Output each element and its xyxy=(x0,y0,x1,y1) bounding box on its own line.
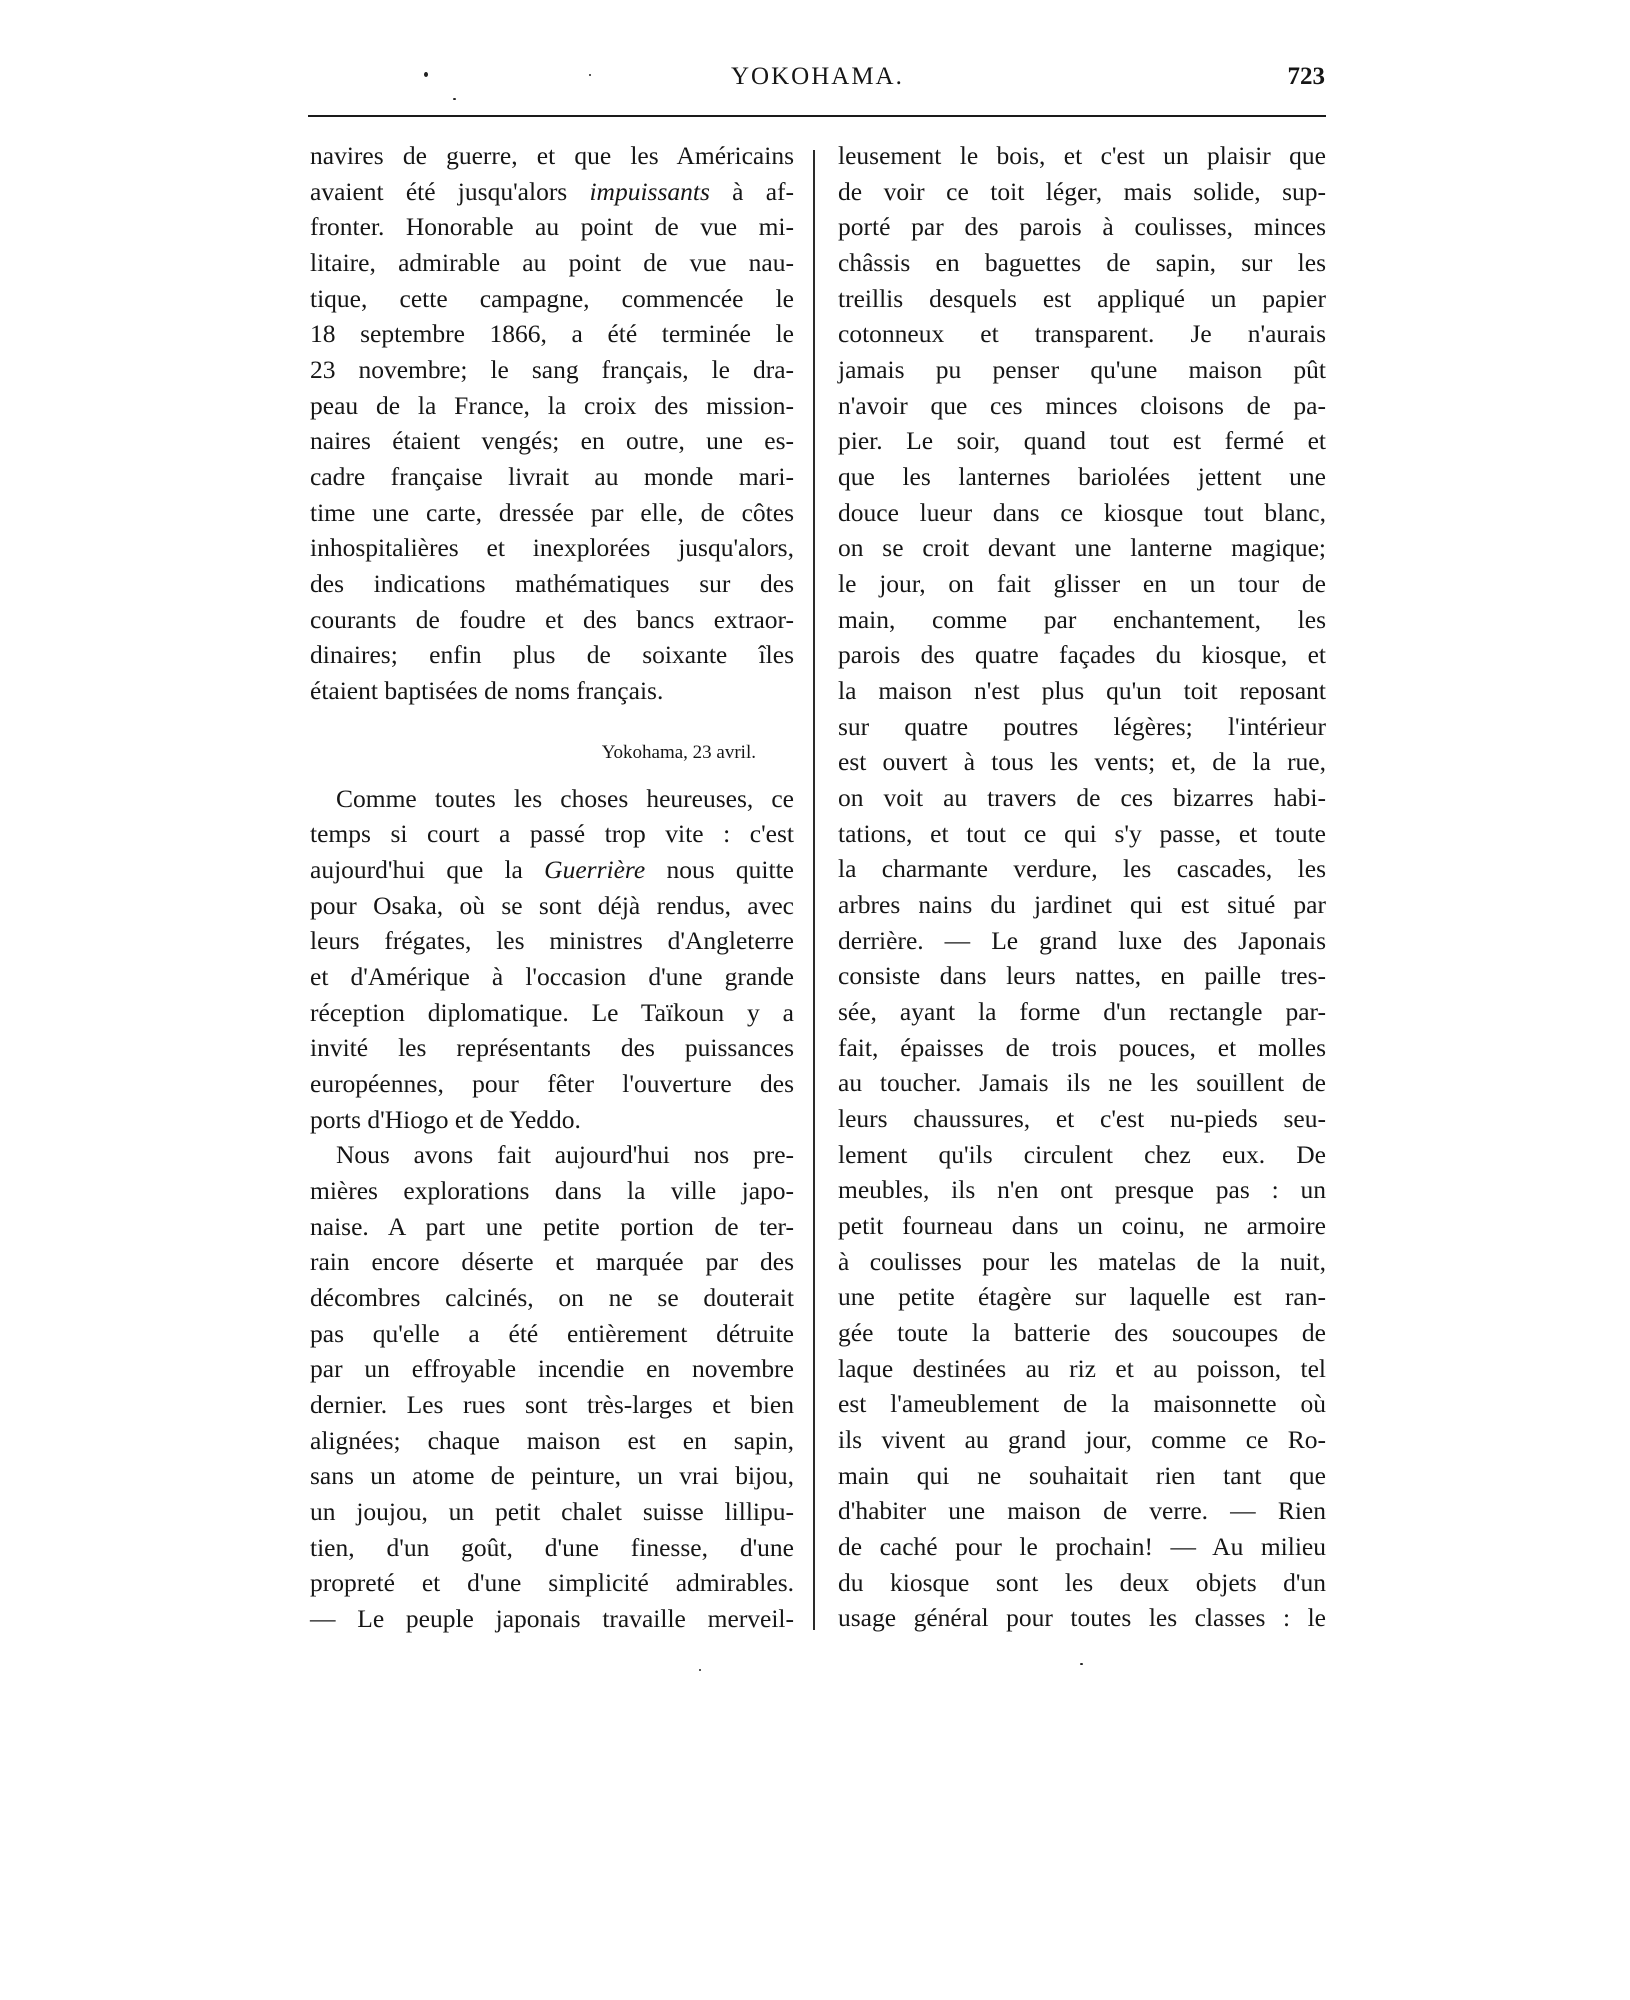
text-line: du kiosque sont les deux objets d'un xyxy=(838,1568,1326,1597)
text-line: ports d'Hiogo et de Yeddo. xyxy=(310,1105,581,1134)
italic-word: Guerrière xyxy=(544,855,646,884)
text-line: tien, d'un goût, d'une finesse, d'une xyxy=(310,1533,794,1562)
text-line: invité les représentants des puissances xyxy=(310,1033,794,1062)
text-line: temps si court a passé trop vite : c'est xyxy=(310,819,794,848)
text-line: naise. A part une petite portion de ter- xyxy=(310,1212,794,1241)
text-line: par un effroyable incendie en novembre xyxy=(310,1354,794,1383)
text-line: on se croit devant une lanterne magique; xyxy=(838,533,1326,562)
text-span: avaient été jusqu'alors xyxy=(310,177,590,206)
text-line: est ouvert à tous les vents; et, de la rue, xyxy=(838,747,1326,776)
text-line xyxy=(310,852,794,888)
text-line: la charmante verdure, les cascades, les xyxy=(838,854,1326,883)
text-line: jamais pu penser qu'une maison pût xyxy=(838,355,1326,384)
text-line: de caché pour le prochain! — Au milieu xyxy=(838,1532,1326,1561)
text-line: derrière. — Le grand luxe des Japonais xyxy=(838,926,1326,955)
text-line: treillis desquels est appliqué un papier xyxy=(838,284,1326,313)
text-line: dinaires; enfin plus de soixante îles xyxy=(310,640,794,669)
text-line: arbres nains du jardinet qui est situé par xyxy=(838,890,1326,919)
text-line: sans un atome de peinture, un vrai bijou, xyxy=(310,1461,794,1490)
text-line: dernier. Les rues sont très-larges et bien xyxy=(310,1390,794,1419)
text-line: pas qu'elle a été entièrement détruite xyxy=(310,1319,794,1348)
text-line: leurs frégates, les ministres d'Angleterre xyxy=(310,926,794,955)
page-number: 723 xyxy=(1287,63,1325,90)
text-line: usage général pour toutes les classes : le xyxy=(838,1603,1326,1632)
text-line: mières explorations dans la ville japo- xyxy=(310,1176,794,1205)
text-line: leurs chaussures, et c'est nu-pieds seu- xyxy=(838,1104,1326,1133)
text-line: parois des quatre façades du kiosque, et xyxy=(838,640,1326,669)
text-line: et d'Amérique à l'occasion d'une grande xyxy=(310,962,794,991)
text-line: main, comme par enchantement, les xyxy=(838,605,1326,634)
text-line: d'habiter une maison de verre. — Rien xyxy=(838,1496,1326,1525)
text-line: pour Osaka, où se sont déjà rendus, avec xyxy=(310,891,794,920)
text-line: pier. Le soir, quand tout est fermé et xyxy=(838,426,1326,455)
text-line: time une carte, dressée par elle, de côtes xyxy=(310,498,794,527)
header-rule xyxy=(308,115,1326,117)
text-line: la maison n'est plus qu'un toit reposant xyxy=(838,676,1326,705)
text-line: alignées; chaque maison est en sapin, xyxy=(310,1426,794,1455)
text-line: fronter. Honorable au point de vue mi- xyxy=(310,212,794,241)
text-line: étaient baptisées de noms français. xyxy=(310,676,664,705)
text-line: — Le peuple japonais travaille merveil- xyxy=(310,1604,794,1633)
text-line: sée, ayant la forme d'un rectangle par- xyxy=(838,997,1326,1026)
text-line: tique, cette campagne, commencée le xyxy=(310,284,794,313)
text-line: naires étaient vengés; en outre, une es- xyxy=(310,426,794,455)
text-line: au toucher. Jamais ils ne les souillent de xyxy=(838,1068,1326,1097)
running-title: YOKOHAMA. xyxy=(731,63,904,90)
text-line: meubles, ils n'en ont presque pas : un xyxy=(838,1175,1326,1204)
dateline: Yokohama, 23 avril. xyxy=(601,742,756,763)
text-line: décombres calcinés, on ne se douterait xyxy=(310,1283,794,1312)
scan-speck xyxy=(1080,1663,1083,1665)
text-line: n'avoir que ces minces cloisons de pa- xyxy=(838,391,1326,420)
scan-speck xyxy=(699,1669,701,1671)
text-line: Comme toutes les choses heureuses, ce xyxy=(336,784,794,813)
text-line: gée toute la batterie des soucoupes de xyxy=(838,1318,1326,1347)
text-line: châssis en baguettes de sapin, sur les xyxy=(838,248,1326,277)
text-line: laque destinées au riz et au poisson, tel xyxy=(838,1354,1326,1383)
text-line: est l'ameublement de la maisonnette où xyxy=(838,1389,1326,1418)
text-line: le jour, on fait glisser en un tour de xyxy=(838,569,1326,598)
text-line: une petite étagère sur laquelle est ran- xyxy=(838,1282,1326,1311)
text-line: 23 novembre; le sang français, le dra- xyxy=(310,355,794,384)
text-line: lement qu'ils circulent chez eux. De xyxy=(838,1140,1326,1169)
text-line: inhospitalières et inexplorées jusqu'alors, xyxy=(310,533,794,562)
text-line: porté par des parois à coulisses, minces xyxy=(838,212,1326,241)
text-line: consiste dans leurs nattes, en paille tres- xyxy=(838,961,1326,990)
text-line: cotonneux et transparent. Je n'aurais xyxy=(838,319,1326,348)
text-line: un joujou, un petit chalet suisse lillipu- xyxy=(310,1497,794,1526)
text-span: nous quitte xyxy=(645,855,795,884)
text-line: réception diplomatique. Le Taïkoun y a xyxy=(310,998,794,1027)
text-line: litaire, admirable au point de vue nau- xyxy=(310,248,794,277)
text-line xyxy=(310,174,794,210)
text-line: navires de guerre, et que les Américains xyxy=(310,141,794,170)
italic-word: impuissants xyxy=(589,177,710,206)
text-line: sur quatre poutres légères; l'intérieur xyxy=(838,712,1326,741)
text-line: on voit au travers de ces bizarres habi- xyxy=(838,783,1326,812)
column-divider xyxy=(813,150,815,1630)
text-line: Nous avons fait aujourd'hui nos pre- xyxy=(336,1140,794,1169)
text-line: main qui ne souhaitait rien tant que xyxy=(838,1461,1326,1490)
text-line: leusement le bois, et c'est un plaisir que xyxy=(838,141,1326,170)
scan-speck xyxy=(424,72,428,77)
text-line: ils vivent au grand jour, comme ce Ro- xyxy=(838,1425,1326,1454)
text-line: de voir ce toit léger, mais solide, sup- xyxy=(838,177,1326,206)
text-span: aujourd'hui que la xyxy=(310,855,545,884)
text-line: fait, épaisses de trois pouces, et molles xyxy=(838,1033,1326,1062)
text-line: européennes, pour fêter l'ouverture des xyxy=(310,1069,794,1098)
text-line: rain encore déserte et marquée par des xyxy=(310,1247,794,1276)
scan-speck xyxy=(589,74,591,76)
text-span: à af- xyxy=(709,177,795,206)
text-line: courants de foudre et des bancs extraor- xyxy=(310,605,794,634)
scan-speck xyxy=(453,98,456,100)
text-line: 18 septembre 1866, a été terminée le xyxy=(310,319,794,348)
text-line: propreté et d'une simplicité admirables. xyxy=(310,1568,794,1597)
text-line: des indications mathématiques sur des xyxy=(310,569,794,598)
text-line: douce lueur dans ce kiosque tout blanc, xyxy=(838,498,1326,527)
text-line: à coulisses pour les matelas de la nuit, xyxy=(838,1247,1326,1276)
text-line: cadre française livrait au monde mari- xyxy=(310,462,794,491)
text-line: peau de la France, la croix des mission- xyxy=(310,391,794,420)
text-line: tations, et tout ce qui s'y passe, et toute xyxy=(838,819,1326,848)
text-line: petit fourneau dans un coinu, ne armoire xyxy=(838,1211,1326,1240)
text-line: que les lanternes bariolées jettent une xyxy=(838,462,1326,491)
